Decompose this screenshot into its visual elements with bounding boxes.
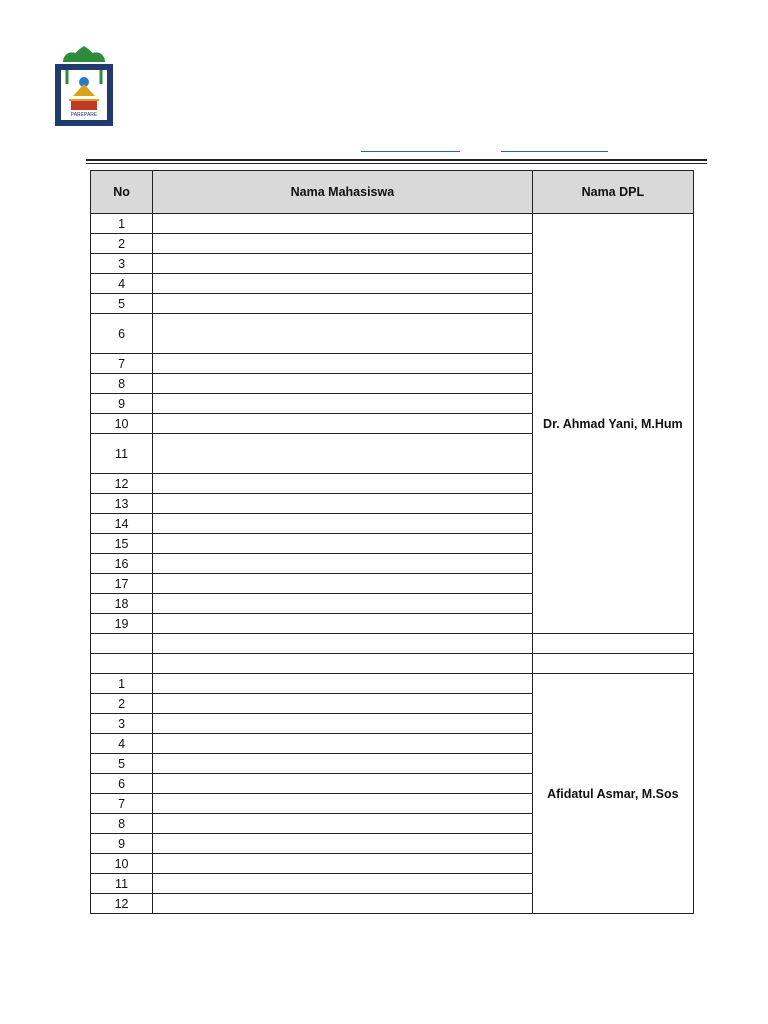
student-name-cell bbox=[153, 574, 533, 594]
header-dpl-name: Nama DPL bbox=[532, 171, 693, 214]
student-name-cell bbox=[153, 254, 533, 274]
student-name-cell bbox=[153, 774, 533, 794]
student-name-cell bbox=[153, 494, 533, 514]
student-name-cell bbox=[153, 554, 533, 574]
row-number: 2 bbox=[91, 694, 153, 714]
student-name-cell bbox=[153, 734, 533, 754]
row-number: 10 bbox=[91, 414, 153, 434]
student-name-cell bbox=[153, 374, 533, 394]
student-name-cell bbox=[153, 434, 533, 474]
student-name-cell bbox=[153, 514, 533, 534]
student-name-cell bbox=[153, 414, 533, 434]
student-name-cell bbox=[153, 594, 533, 614]
table-row bbox=[91, 214, 694, 234]
student-name-cell bbox=[153, 834, 533, 854]
svg-text:PAREPARE: PAREPARE bbox=[70, 112, 98, 118]
student-name-cell bbox=[153, 314, 533, 354]
row-number: 15 bbox=[91, 534, 153, 554]
spacer-cell bbox=[91, 634, 153, 654]
row-number: 14 bbox=[91, 514, 153, 534]
spacer-cell bbox=[532, 634, 693, 654]
row-number: 11 bbox=[91, 874, 153, 894]
row-number: 10 bbox=[91, 854, 153, 874]
spacer-cell bbox=[532, 654, 693, 674]
row-number: 6 bbox=[91, 314, 153, 354]
student-name-cell bbox=[153, 274, 533, 294]
student-name-cell bbox=[153, 874, 533, 894]
student-name-cell bbox=[153, 214, 533, 234]
row-number: 1 bbox=[91, 674, 153, 694]
university-logo bbox=[53, 44, 115, 128]
header-link-underline-2 bbox=[501, 151, 608, 152]
student-dpl-table bbox=[90, 170, 694, 914]
student-name-cell bbox=[153, 674, 533, 694]
student-name-cell bbox=[153, 894, 533, 914]
student-name-cell bbox=[153, 794, 533, 814]
spacer-row bbox=[91, 654, 694, 674]
row-number: 8 bbox=[91, 814, 153, 834]
table-row bbox=[91, 674, 694, 694]
student-name-cell bbox=[153, 614, 533, 634]
student-name-cell bbox=[153, 714, 533, 734]
header-rule-thin bbox=[86, 163, 707, 164]
student-name-cell bbox=[153, 234, 533, 254]
row-number: 17 bbox=[91, 574, 153, 594]
student-name-cell bbox=[153, 354, 533, 374]
header-rule-thick bbox=[86, 159, 707, 161]
dpl-name-cell: Dr. Ahmad Yani, M.Hum bbox=[532, 214, 693, 634]
row-number: 13 bbox=[91, 494, 153, 514]
student-name-cell bbox=[153, 754, 533, 774]
header-no: No bbox=[91, 171, 153, 214]
student-name-cell bbox=[153, 694, 533, 714]
header-student-name: Nama Mahasiswa bbox=[153, 171, 533, 214]
student-name-cell bbox=[153, 294, 533, 314]
student-name-cell bbox=[153, 394, 533, 414]
row-number: 8 bbox=[91, 374, 153, 394]
row-number: 9 bbox=[91, 834, 153, 854]
row-number: 6 bbox=[91, 774, 153, 794]
row-number: 16 bbox=[91, 554, 153, 574]
dpl-name-cell: Afidatul Asmar, M.Sos bbox=[532, 674, 693, 914]
header-link-underline-1 bbox=[361, 151, 460, 152]
row-number: 5 bbox=[91, 754, 153, 774]
spacer-cell bbox=[153, 654, 533, 674]
row-number: 7 bbox=[91, 354, 153, 374]
row-number: 19 bbox=[91, 614, 153, 634]
row-number: 3 bbox=[91, 714, 153, 734]
row-number: 3 bbox=[91, 254, 153, 274]
student-name-cell bbox=[153, 814, 533, 834]
spacer-cell bbox=[91, 654, 153, 674]
student-name-cell bbox=[153, 474, 533, 494]
row-number: 9 bbox=[91, 394, 153, 414]
row-number: 1 bbox=[91, 214, 153, 234]
row-number: 18 bbox=[91, 594, 153, 614]
row-number: 11 bbox=[91, 434, 153, 474]
row-number: 7 bbox=[91, 794, 153, 814]
row-number: 12 bbox=[91, 474, 153, 494]
row-number: 4 bbox=[91, 274, 153, 294]
spacer-row bbox=[91, 634, 694, 654]
spacer-cell bbox=[153, 634, 533, 654]
row-number: 5 bbox=[91, 294, 153, 314]
student-name-cell bbox=[153, 534, 533, 554]
student-name-cell bbox=[153, 854, 533, 874]
row-number: 2 bbox=[91, 234, 153, 254]
row-number: 4 bbox=[91, 734, 153, 754]
table-header-row bbox=[91, 171, 694, 214]
row-number: 12 bbox=[91, 894, 153, 914]
table-body bbox=[91, 214, 694, 914]
